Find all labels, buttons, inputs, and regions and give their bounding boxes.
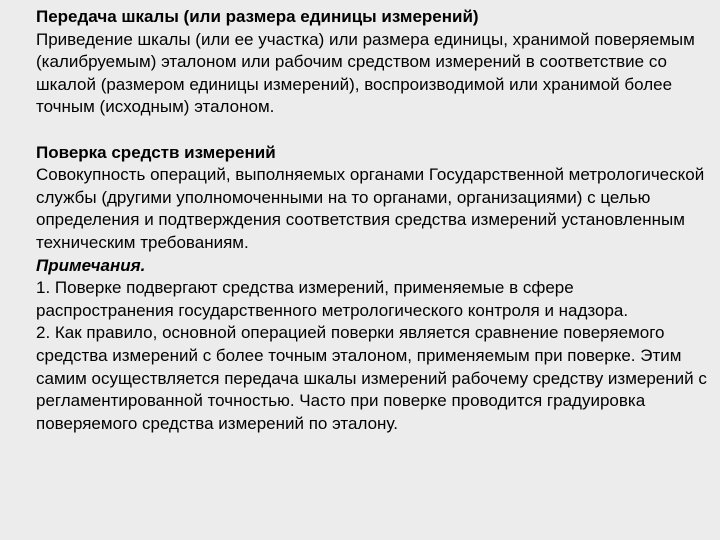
section-heading-verification: Поверка средств измерений <box>36 142 276 162</box>
note-item-2: 2. Как правило, основной операцией поверки является сравнение поверяемого средства измерений с более точным эталоном, применяемым при поверке. Этим самим осуществляется передача шкалы измерений рабочему средству измерений с регламентированной точностью. Часто при поверке проводится градуировка поверяемого средства измерений по эталону. <box>36 323 707 433</box>
notes-title: Примечания. <box>36 255 146 275</box>
section-body-scale-transfer: Приведение шкалы (или ее участка) или размера единицы, хранимой поверяемым (калибруемым) эталоном или рабочим средством измерений в соответствие со шкалой (размером единицы измерений), воспроизводимой или хранимой более точным (исходным) эталоном. <box>36 29 695 117</box>
slide-content <box>36 6 712 435</box>
section-body-verification: Совокупность операций, выполняемых органами Государственной метрологической службы (другими уполномоченными на то органами, организациями) с целью определения и подтверждения соответствия средства измерений установленным техническим требованиям. <box>36 165 705 252</box>
spacer <box>36 119 712 142</box>
definition-scale-transfer <box>36 6 712 119</box>
definition-verification <box>36 142 712 436</box>
section-heading-scale-transfer: Передача шкалы (или размера единицы измерений) <box>36 7 479 26</box>
note-item-1: 1. Поверке подвергают средства измерений, применяемые в сфере распространения государственного метрологического контроля и надзора. <box>36 278 629 320</box>
